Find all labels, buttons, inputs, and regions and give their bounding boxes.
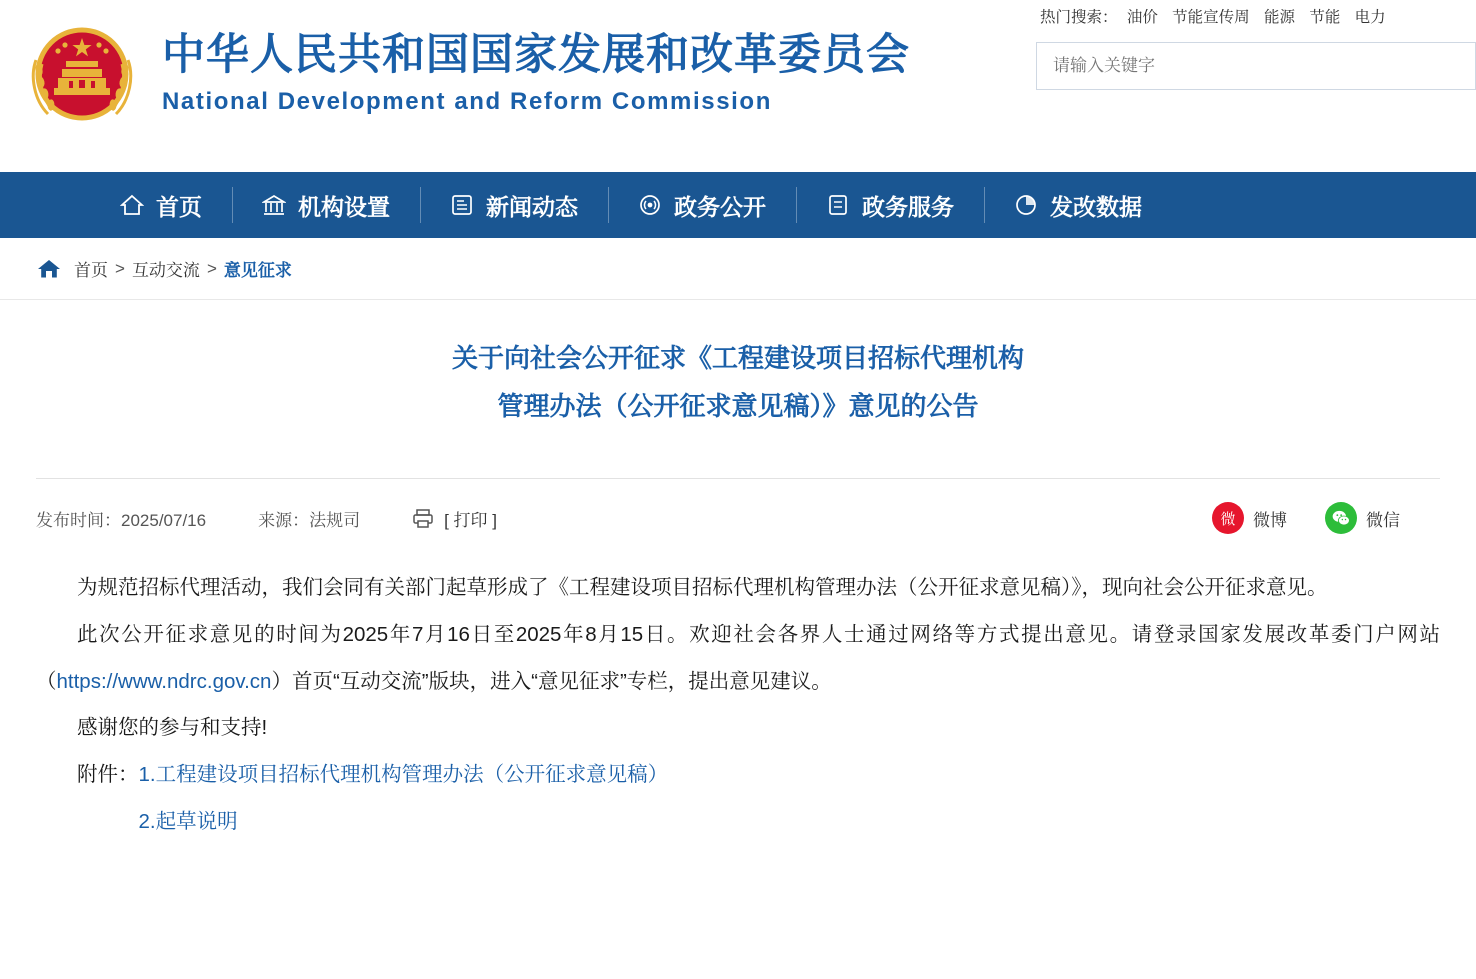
nav-item-government-service[interactable] [796, 185, 984, 225]
national-emblem-icon [22, 14, 142, 134]
share-weibo-button[interactable] [1212, 502, 1287, 534]
weibo-icon [1212, 502, 1244, 534]
article-paragraph-1: 为规范招标代理活动，我们会同有关部门起草形成了《工程建设项目招标代理机构管理办法（公开征求意见稿）》，现向社会公开征求意见。 [77, 576, 1328, 600]
article-paragraph-2: 此次公开征求意见的时间为2025年7月16日至2025年8月15日。欢迎社会各界人士通过网络等方式提出意见。请登录国家发展改革委门户网站（https://www.ndrc.gov.cn）首页“互动交流”版块，进入“意见征求”专栏，提出意见建议。 [36, 622, 1440, 693]
article-meta [36, 479, 1440, 557]
nav-item-home[interactable] [90, 185, 232, 225]
hot-search-item-2[interactable]: 能源 [1263, 9, 1295, 26]
nav-label-organization: 机构设置 [298, 193, 390, 220]
article-paragraph-3: 感谢您的参与和支持! [77, 716, 268, 740]
breadcrumb-item-home[interactable]: 首页 [74, 261, 108, 280]
main-nav [0, 172, 1476, 238]
breadcrumb-separator-1: > [115, 258, 125, 278]
broadcast-icon [638, 193, 662, 217]
hot-search-label: 热门搜索： [1040, 9, 1118, 26]
share-bar [1212, 502, 1400, 534]
nav-label-news: 新闻动态 [486, 193, 578, 220]
site-title [162, 29, 910, 118]
nav-label-ndrc-data: 发改数据 [1050, 193, 1142, 220]
printer-icon [412, 508, 434, 528]
share-wechat-label: 微信 [1366, 510, 1400, 530]
nav-item-organization[interactable] [232, 185, 420, 225]
article-body [36, 557, 1440, 845]
page-title-line-2: 管理办法（公开征求意见稿）》意见的公告 [497, 391, 979, 422]
source-value: 法规司 [309, 510, 361, 530]
ndrc-website-link[interactable]: https://www.ndrc.gov.cn [56, 669, 272, 693]
nav-label-home: 首页 [156, 193, 202, 220]
publish-time-value: 2025/07/16 [121, 510, 207, 530]
hot-search-row [1036, 8, 1476, 28]
page-title [36, 300, 1440, 460]
weibo-glyph: 微 [1220, 510, 1236, 528]
publish-time-label: 发布时间： [36, 510, 121, 530]
hot-search-item-4[interactable]: 电力 [1354, 9, 1386, 26]
source [258, 506, 360, 531]
nav-label-government-disclosure: 政务公开 [674, 193, 766, 220]
publish-time [36, 506, 206, 531]
nav-item-government-disclosure[interactable] [608, 185, 796, 225]
attachment-link-2[interactable]: 2.起草说明 [138, 809, 238, 833]
pie-chart-icon [1014, 193, 1038, 217]
bank-icon [262, 193, 286, 217]
breadcrumb-separator-2: > [206, 258, 217, 278]
nav-item-news[interactable] [420, 185, 608, 225]
page-title-line-1: 关于向社会公开征求《工程建设项目招标代理机构 [451, 343, 1024, 373]
attachment-link-1[interactable]: 1.工程建设项目招标代理机构管理办法（公开征求意见稿） [138, 763, 669, 787]
share-weibo-label: 微博 [1253, 510, 1287, 530]
site-title-cn: 中华人民共和国国家发展和改革委员会 [162, 31, 910, 80]
attachment-line-2 [36, 799, 1440, 846]
print-label: [ 打印 ] [444, 510, 497, 530]
news-icon [450, 193, 474, 217]
service-icon [826, 193, 850, 217]
wechat-icon [1325, 502, 1357, 534]
share-wechat-button[interactable] [1325, 502, 1400, 534]
house-icon [36, 256, 62, 282]
search-area [1036, 8, 1476, 90]
search-box[interactable] [1036, 42, 1476, 90]
article [0, 300, 1476, 846]
nav-item-ndrc-data[interactable] [984, 185, 1172, 225]
breadcrumb-item-interaction[interactable]: 互动交流 [131, 261, 200, 280]
breadcrumb-current: 意见征求 [223, 261, 292, 280]
hot-search-item-3[interactable]: 节能 [1309, 9, 1341, 26]
attachment-label: 附件： [77, 763, 139, 787]
print-button[interactable] [412, 506, 497, 531]
hot-search-item-1[interactable]: 节能宣传周 [1172, 9, 1250, 26]
hot-search-item-0[interactable]: 油价 [1126, 9, 1158, 26]
site-title-en: National Development and Reform Commission [162, 88, 772, 116]
site-header [0, 0, 1476, 172]
breadcrumb [0, 238, 1476, 300]
attachment-line [36, 752, 1440, 799]
source-label: 来源： [258, 510, 310, 530]
search-input[interactable] [1051, 55, 1461, 77]
nav-label-government-service: 政务服务 [862, 193, 954, 220]
home-icon [120, 193, 144, 217]
site-logo[interactable] [0, 0, 910, 134]
